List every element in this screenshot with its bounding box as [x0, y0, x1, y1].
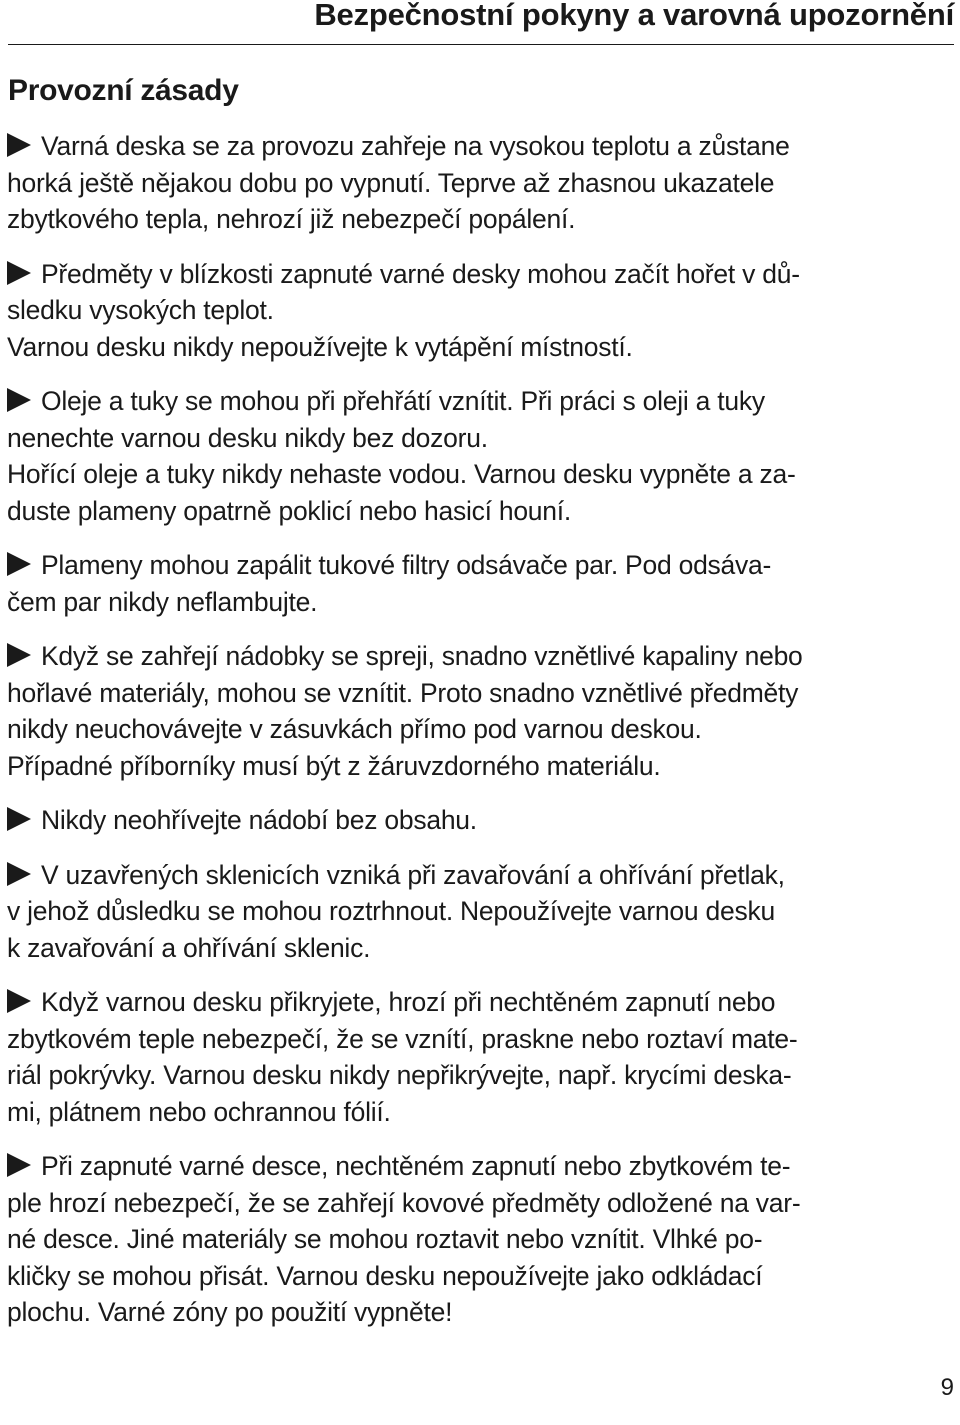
instruction-line: Hořící oleje a tuky nikdy nehaste vodou. Varnou desku vypněte a za-: [7, 459, 796, 489]
instruction-item: [7, 547, 955, 620]
triangle-bullet-icon: [7, 388, 31, 412]
instruction-line: k zavařování a ohřívání sklenic.: [7, 932, 371, 963]
triangle-bullet-icon: [7, 133, 31, 157]
instruction-line: zbytkovém teple nebezpečí, že se vznítí, praskne nebo roztaví mate-: [7, 1023, 798, 1054]
instruction-line: Varnou desku nikdy nepoužívejte k vytápění místností.: [7, 331, 633, 362]
instruction-line: hořlavé materiály, mohou se vznítit. Proto snadno vznětlivé předměty: [7, 677, 799, 708]
instruction-line: Když varnou desku přikryjete, hrozí při nechtěném zapnutí nebo: [41, 987, 776, 1017]
instruction-line: plochu. Varné zóny po použití vypněte!: [7, 1297, 453, 1327]
instruction-line: Případné příborníky musí být z žáruvzdorného materiálu.: [7, 750, 661, 781]
triangle-bullet-icon: [7, 989, 31, 1013]
instruction-line: nenechte varnou desku nikdy bez dozoru.: [7, 422, 488, 453]
safety-instructions-list: [7, 128, 955, 1349]
instruction-item: [7, 802, 955, 839]
instruction-line: Při zapnuté varné desce, nechtěném zapnutí nebo zbytkovém te-: [41, 1151, 791, 1181]
triangle-bullet-icon: [7, 552, 31, 576]
instruction-line: duste plameny opatrně poklicí nebo hasicí houní.: [7, 495, 572, 526]
instruction-item: [7, 1148, 955, 1331]
instruction-line: čem par nikdy neflambujte.: [7, 586, 318, 617]
instruction-line: Varná deska se za provozu zahřeje na vysokou teplotu a zůstane: [41, 131, 790, 161]
instruction-line: né desce. Jiné materiály se mohou roztavit nebo vznítit. Vlhké po-: [7, 1224, 763, 1254]
triangle-bullet-icon: [7, 807, 31, 831]
instruction-line: sledku vysokých teplot.: [7, 295, 274, 325]
instruction-item: [7, 857, 955, 967]
triangle-bullet-icon: [7, 862, 31, 886]
instruction-item: [7, 383, 955, 529]
instruction-line: zbytkového tepla, nehrozí již nebezpečí popálení.: [7, 204, 576, 234]
instruction-item: [7, 256, 955, 366]
instruction-line: horká ještě nějakou dobu po vypnutí. Teprve až zhasnou ukazatele: [7, 167, 775, 198]
page-number: 9: [940, 1374, 954, 1401]
instruction-item: [7, 638, 955, 784]
instruction-line: mi, plátnem nebo ochrannou fólií.: [7, 1096, 391, 1127]
triangle-bullet-icon: [7, 1153, 31, 1177]
instruction-item: [7, 128, 955, 238]
instruction-line: Když se zahřejí nádobky se spreji, snadno vznětlivé kapaliny nebo: [41, 641, 803, 671]
instruction-item: [7, 984, 955, 1130]
instruction-line: Plameny mohou zapálit tukové filtry odsávače par. Pod odsáva-: [41, 550, 772, 580]
triangle-bullet-icon: [7, 261, 31, 285]
instruction-line: v jehož důsledku se mohou roztrhnout. Nepoužívejte varnou desku: [7, 896, 775, 926]
header-divider: [8, 44, 954, 45]
instruction-line: ple hrozí nebezpečí, že se zahřejí kovové předměty odložené na var-: [7, 1187, 801, 1218]
instruction-line: V uzavřených sklenicích vzniká při zavařování a ohřívání přetlak,: [41, 859, 785, 890]
instruction-line: Oleje a tuky se mohou při přehřátí vznítit. Při práci s oleji a tuky: [41, 386, 765, 416]
instruction-line: kličky se mohou přisát. Varnou desku nepoužívejte jako odkládací: [7, 1260, 763, 1291]
section-title: Provozní zásady: [8, 74, 239, 107]
instruction-line: nikdy neuchovávejte v zásuvkách přímo pod varnou deskou.: [7, 714, 702, 744]
instruction-line: Předměty v blízkosti zapnuté varné desky mohou začít hořet v dů-: [41, 258, 800, 289]
instruction-line: Nikdy neohřívejte nádobí bez obsahu.: [41, 805, 477, 835]
triangle-bullet-icon: [7, 643, 31, 667]
page-header-title: Bezpečnostní pokyny a varovná upozornění: [314, 0, 954, 32]
instruction-line: riál pokrývky. Varnou desku nikdy nepřikrývejte, např. krycími deska-: [7, 1060, 792, 1090]
